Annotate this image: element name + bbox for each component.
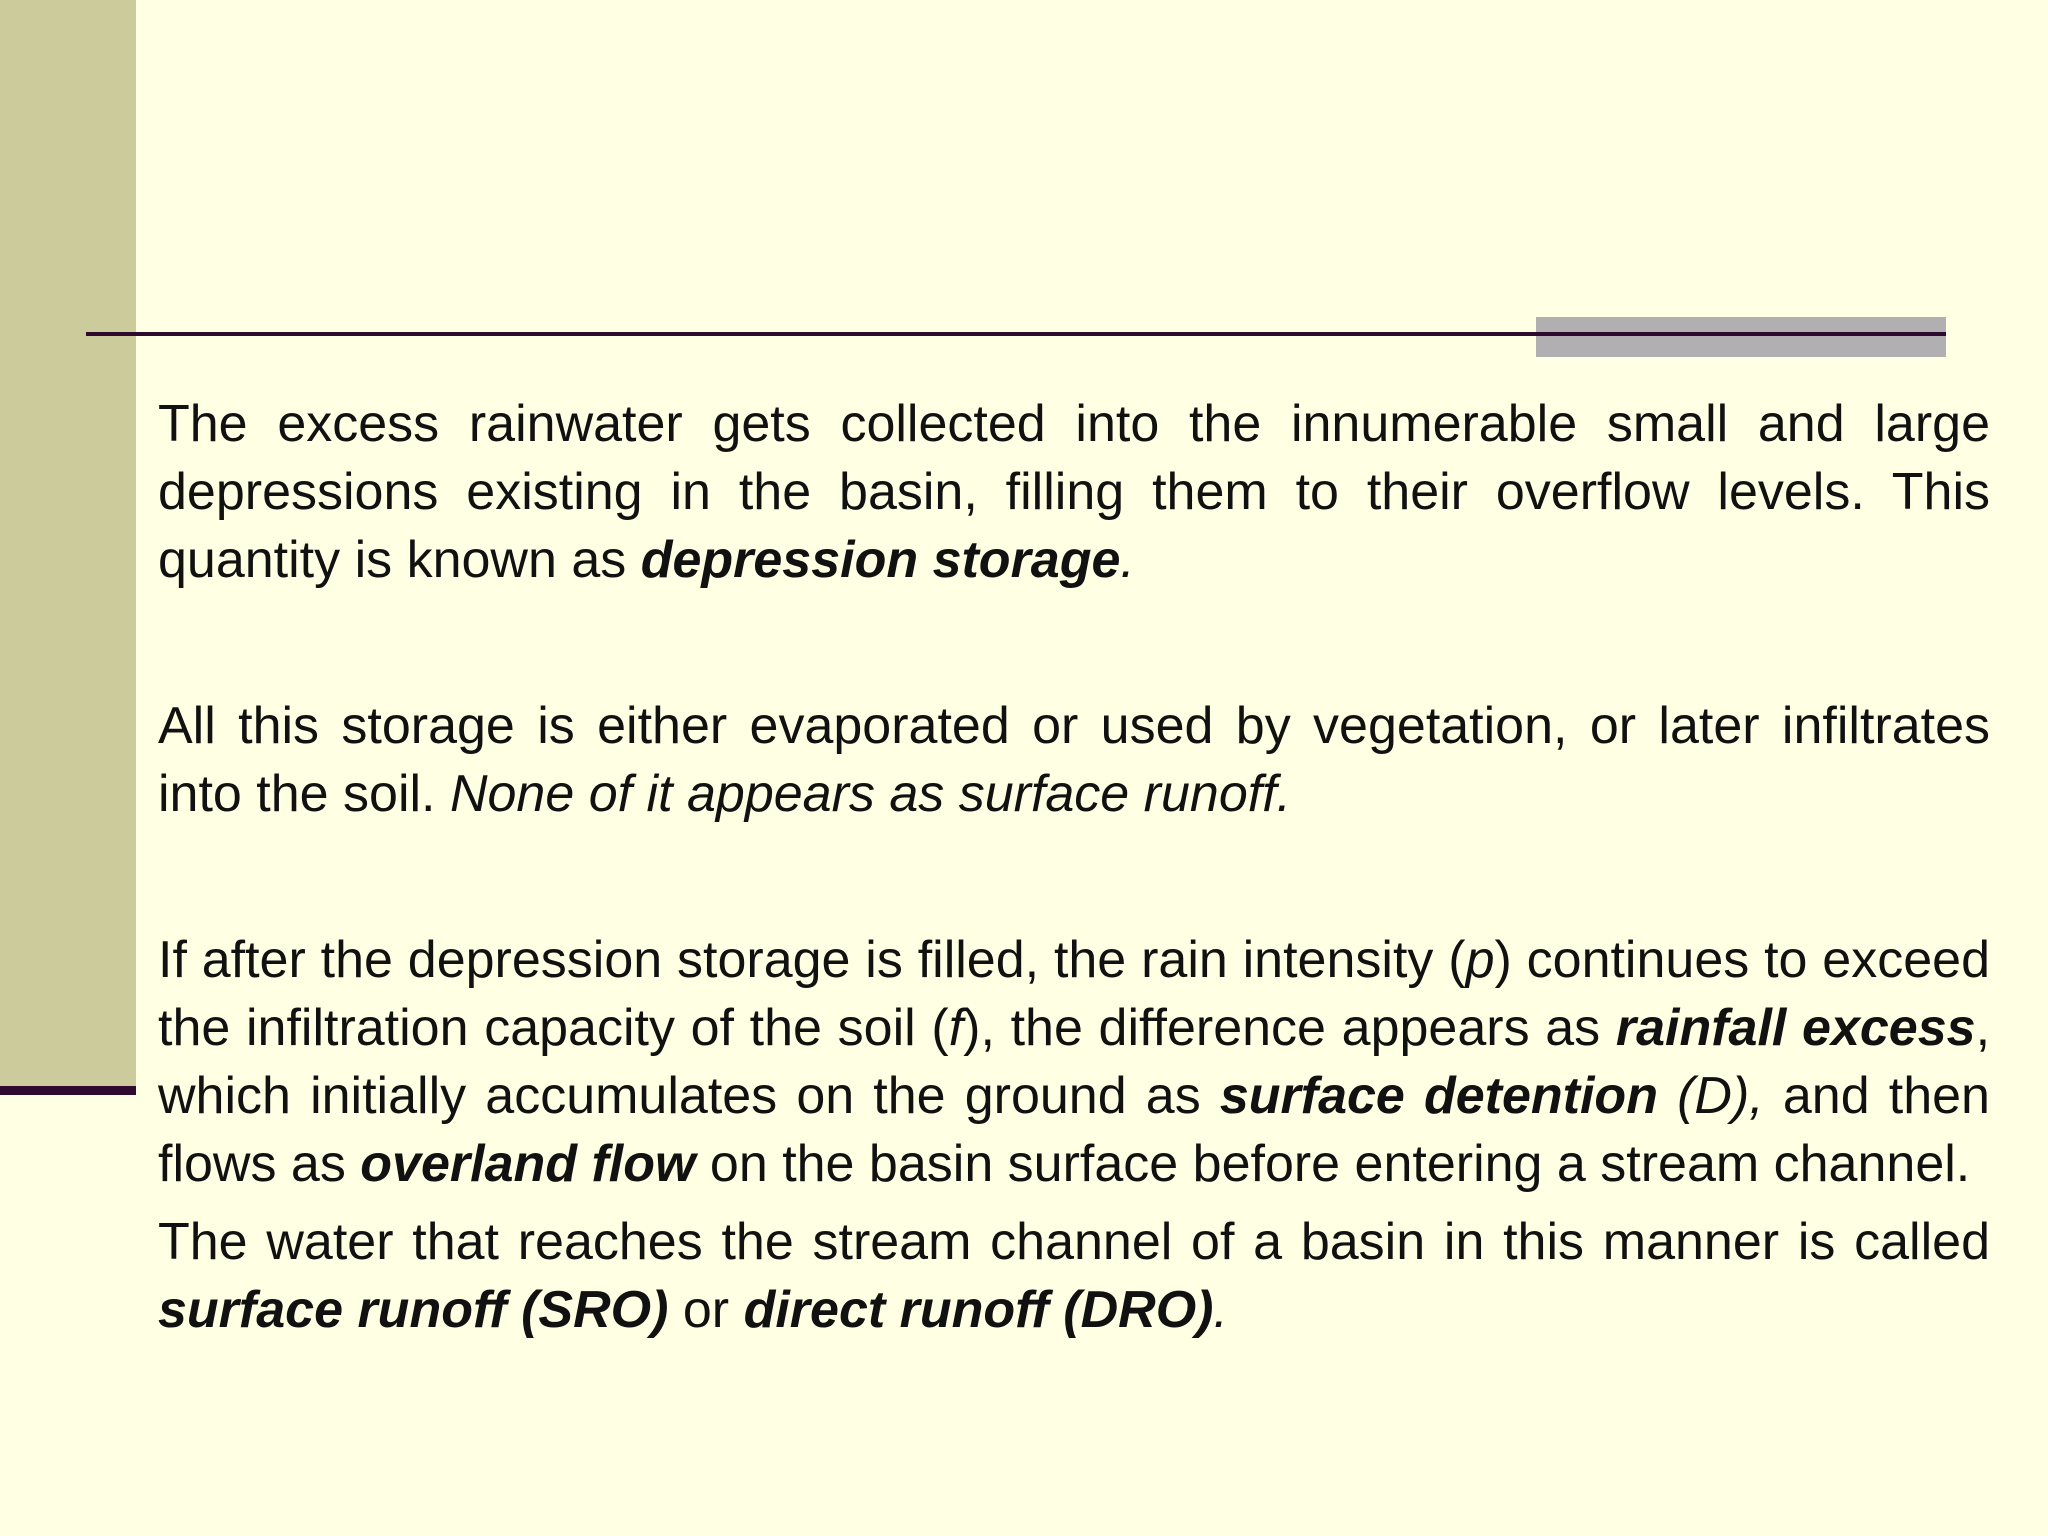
term-overland-flow: overland flow	[360, 1135, 696, 1193]
emphasis-no-runoff: None of it appears as surface runoff.	[449, 765, 1292, 823]
slide-body	[158, 390, 1990, 1344]
term-depression-storage: depression storage	[640, 531, 1121, 589]
paragraph-depression-storage	[158, 390, 1990, 594]
text-span: All this storage is either evaporated or used by vegetation, or later infiltrates into the soil.	[158, 697, 1990, 823]
term-rainfall-excess: rainfall excess	[1615, 999, 1976, 1057]
title-accent-bar	[1536, 317, 1946, 357]
text-span: and then flows as	[158, 1067, 1990, 1193]
term-surface-detention: surface detention	[1219, 1067, 1658, 1125]
term-direct-runoff: direct runoff (DRO)	[743, 1281, 1214, 1339]
text-span: The water that reaches the stream channel of a basin in this manner is called	[158, 1213, 1990, 1271]
paragraph-surface-runoff	[158, 1208, 1990, 1344]
symbol-p: p	[1465, 931, 1495, 989]
text-span: If after the depression storage is filled, the rain intensity (	[158, 931, 1466, 989]
text-span: on the basin surface before entering a stream channel.	[695, 1135, 1971, 1193]
symbol-f: f	[948, 999, 964, 1057]
title-accent-line	[1536, 332, 1946, 336]
text-span: ), the difference appears as	[963, 999, 1616, 1057]
term-surface-runoff: surface runoff (SRO)	[158, 1281, 669, 1339]
text-span: .	[1213, 1281, 1228, 1339]
text-span: The excess rainwater gets collected into the innumerable small and large depressions existing in the basin, filling them to their overflow levels. This quantity is known as	[158, 395, 1990, 589]
side-band	[0, 0, 136, 1086]
text-span: .	[1120, 531, 1135, 589]
text-span: ) continues to exceed the infiltration capacity of the soil (	[158, 931, 1990, 1057]
symbol-d: (D),	[1657, 1067, 1764, 1125]
side-rule	[0, 1086, 136, 1095]
paragraph-storage-fate	[158, 692, 1990, 828]
text-span: or	[668, 1281, 744, 1339]
paragraph-rainfall-excess	[158, 926, 1990, 1198]
text-span: , which initially accumulates on the ground as	[158, 999, 1991, 1125]
